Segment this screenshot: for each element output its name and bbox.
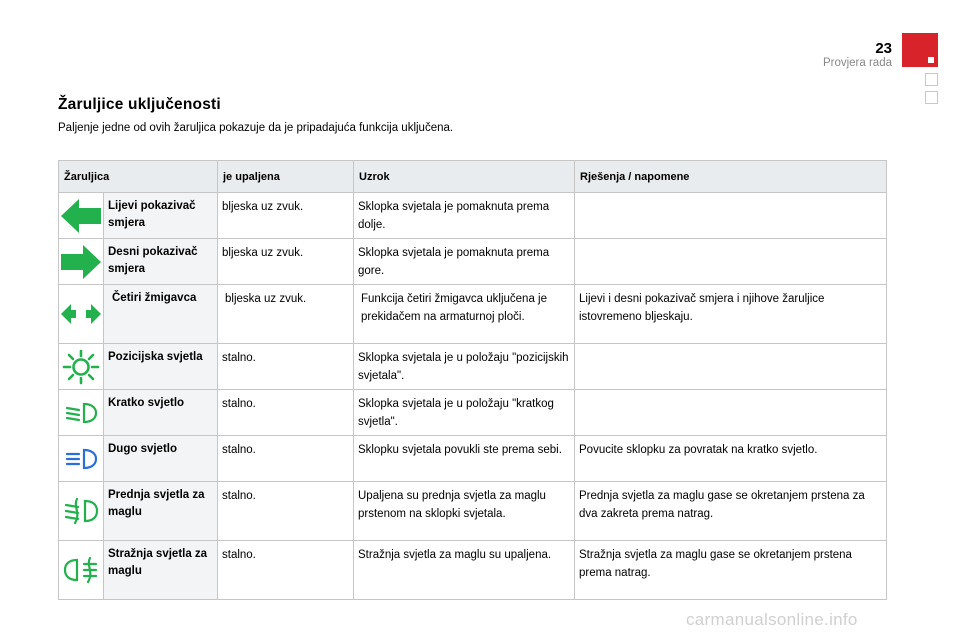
section-intro: Paljenje jedne od ovih žaruljica pokazuje da je pripadajuća funkcija uključena. — [58, 122, 454, 134]
chapter-tab[interactable] — [902, 33, 938, 67]
table-header-row — [59, 161, 887, 193]
column-header-lamp: Žaruljica — [59, 161, 218, 193]
lamp-solution: Povucite sklopku za povratak na kratko svjetlo. — [575, 436, 887, 482]
column-header-cause: Uzrok — [354, 161, 575, 193]
lamp-name: Četiri žmigavca — [104, 285, 218, 344]
table-row — [59, 239, 887, 285]
lamp-solution: Prednja svjetla za maglu gase se okretanjem prstena za dva zakreta prema natrag. — [575, 482, 887, 541]
double-arrow-icon — [61, 304, 101, 324]
chapter-tab-inactive[interactable] — [925, 73, 938, 86]
lamp-state: stalno. — [218, 541, 354, 600]
column-header-state: je upaljena — [218, 161, 354, 193]
position-lights-icon — [61, 349, 101, 385]
lamp-cause: Sklopka svjetala je u položaju "pozicijskih svjetala". — [354, 344, 575, 390]
lamp-cause: Funkcija četiri žmigavca uključena je prekidačem na armaturnoj ploči. — [354, 285, 575, 344]
lamp-cause: Stražnja svjetla za maglu su upaljena. — [354, 541, 575, 600]
lamp-cause: Sklopka svjetala je pomaknuta prema gore. — [354, 239, 575, 285]
table-row — [59, 344, 887, 390]
arrow-left-icon — [61, 199, 101, 233]
lamp-name: Desni pokazivač smjera — [104, 239, 218, 285]
lamp-cause: Sklopka svjetala je u položaju "kratkog svjetla". — [354, 390, 575, 436]
chapter-title: Provjera rada — [822, 57, 892, 69]
lamp-state: bljeska uz zvuk. — [218, 239, 354, 285]
watermark: carmanualsonline.info — [686, 610, 858, 629]
main-beam-icon — [64, 447, 98, 471]
page-number: 23 — [875, 40, 892, 57]
lamp-state: stalno. — [218, 390, 354, 436]
lamp-cause: Upaljena su prednja svjetla za maglu prstenom na sklopki svjetala. — [354, 482, 575, 541]
table-row — [59, 482, 887, 541]
column-header-solution: Rješenja / napomene — [575, 161, 887, 193]
lamp-cause: Sklopku svjetala povukli ste prema sebi. — [354, 436, 575, 482]
lamp-name: Prednja svjetla za maglu — [104, 482, 218, 541]
lamp-state: bljeska uz zvuk. — [218, 285, 354, 344]
lamp-solution: Lijevi i desni pokazivač smjera i njihove žaruljice istovremeno bljeskaju. — [575, 285, 887, 344]
table-row — [59, 541, 887, 600]
tab-dot — [928, 57, 934, 63]
lamp-state: stalno. — [218, 482, 354, 541]
section-title: Žaruljice uključenosti — [58, 96, 221, 113]
lamp-cause: Sklopka svjetala je pomaknuta prema dolje. — [354, 193, 575, 239]
table-row — [59, 193, 887, 239]
lamp-state: bljeska uz zvuk. — [218, 193, 354, 239]
arrow-right-icon — [61, 245, 101, 279]
lamp-solution — [575, 344, 887, 390]
front-fog-icon — [63, 497, 99, 525]
lamp-name: Kratko svjetlo — [104, 390, 218, 436]
chapter-tab-inactive[interactable] — [925, 91, 938, 104]
lamp-name: Stražnja svjetla za maglu — [104, 541, 218, 600]
rear-fog-icon — [63, 556, 99, 584]
table-row — [59, 436, 887, 482]
lamp-solution — [575, 390, 887, 436]
dipped-beam-icon — [64, 401, 98, 425]
table-row — [59, 390, 887, 436]
table-row — [59, 285, 887, 344]
lamp-solution — [575, 239, 887, 285]
lamp-name: Lijevi pokazivač smjera — [104, 193, 218, 239]
lamp-name: Dugo svjetlo — [104, 436, 218, 482]
lamp-name: Pozicijska svjetla — [104, 344, 218, 390]
lamp-state: stalno. — [218, 344, 354, 390]
lamp-state: stalno. — [218, 436, 354, 482]
indicator-lamps-table — [58, 160, 887, 600]
lamp-solution: Stražnja svjetla za maglu gase se okretanjem prstena prema natrag. — [575, 541, 887, 600]
lamp-solution — [575, 193, 887, 239]
